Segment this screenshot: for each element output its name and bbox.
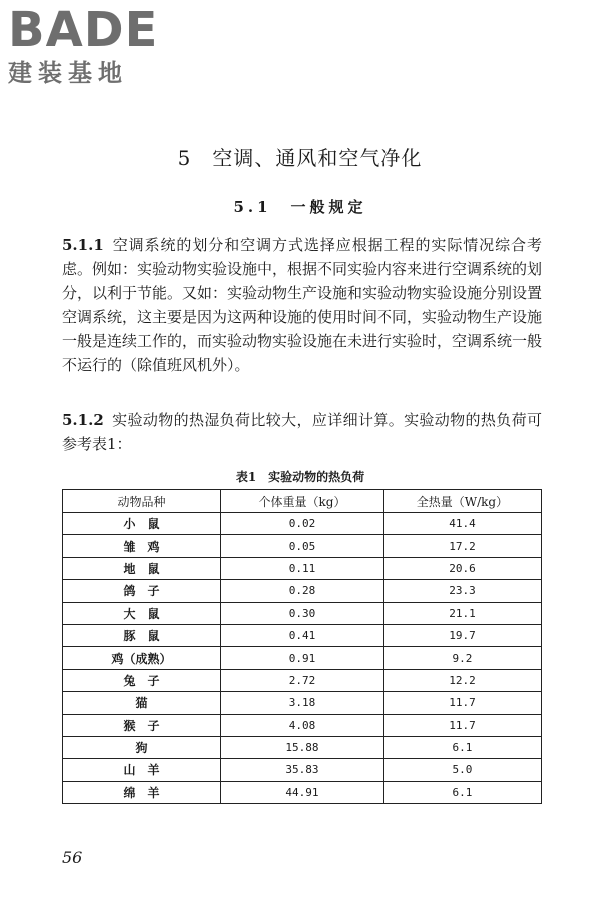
species-cell: 猫 <box>63 692 221 714</box>
clause-text: 实验动物的热湿负荷比较大，应详细计算。实验动物的热负荷可参考表1： <box>62 411 542 453</box>
weight-cell: 0.11 <box>221 557 384 579</box>
weight-cell: 0.41 <box>221 624 384 646</box>
page-number: 56 <box>62 848 83 867</box>
heat-cell: 21.1 <box>383 602 541 624</box>
weight-cell: 3.18 <box>221 692 384 714</box>
heat-cell: 20.6 <box>383 557 541 579</box>
heat-cell: 9.2 <box>383 647 541 669</box>
header-heat: 全热量（W/kg） <box>383 490 541 513</box>
species-cell: 兔 子 <box>63 669 221 691</box>
weight-cell: 0.05 <box>221 535 384 557</box>
table-row <box>63 714 542 736</box>
header-weight: 个体重量（kg） <box>221 490 384 513</box>
species-cell: 小 鼠 <box>63 513 221 535</box>
clause-5-1-1 <box>62 233 542 377</box>
species-cell: 鸽 子 <box>63 580 221 602</box>
table-row <box>63 624 542 646</box>
clause-text: 空调系统的划分和空调方式选择应根据工程的实际情况综合考虑。例如：实验动物实验设施中，根据不同实验内容来进行空调系统的划分，以利于节能。又如：实验动物生产设施和实验动物实验设施分别设置空调系统，这主要是因为这两种设施的使用时间不同，实验动物生产设施一般是连续工作的，而实验动物实验设施在未进行实验时，空调系统一般不运行的（除值班风机外）。 <box>62 236 543 374</box>
species-cell: 豚 鼠 <box>63 624 221 646</box>
species-cell: 雏 鸡 <box>63 535 221 557</box>
table-row <box>63 557 542 579</box>
heat-cell: 11.7 <box>383 714 541 736</box>
table-caption: 表1 实验动物的热负荷 <box>235 470 365 484</box>
heat-cell: 12.2 <box>383 669 541 691</box>
table-row <box>63 647 542 669</box>
species-cell: 猴 子 <box>63 714 221 736</box>
table-row <box>63 535 542 557</box>
table-body <box>63 513 542 804</box>
clause-number: 5.1.2 <box>62 411 104 429</box>
heat-cell: 17.2 <box>383 535 541 557</box>
species-cell: 狗 <box>63 736 221 758</box>
heat-cell: 41.4 <box>383 513 541 535</box>
heat-cell: 23.3 <box>383 580 541 602</box>
table-row <box>63 602 542 624</box>
heat-cell: 11.7 <box>383 692 541 714</box>
logo-subtitle: 建装基地 <box>8 59 128 87</box>
weight-cell: 0.30 <box>221 602 384 624</box>
table-row <box>63 580 542 602</box>
weight-cell: 2.72 <box>221 669 384 691</box>
heat-load-table <box>62 489 542 804</box>
species-cell: 绵 羊 <box>63 781 221 803</box>
brand-logo <box>8 4 178 88</box>
table-row <box>63 692 542 714</box>
heat-cell: 19.7 <box>383 624 541 646</box>
table-row <box>63 781 542 803</box>
table-row <box>63 759 542 781</box>
species-cell: 大 鼠 <box>63 602 221 624</box>
header-species: 动物品种 <box>63 490 221 513</box>
clause-number: 5.1.1 <box>62 236 104 254</box>
clause-5-1-2 <box>62 408 542 456</box>
species-cell: 山 羊 <box>63 759 221 781</box>
chapter-title: 5 空调、通风和空气净化 <box>177 146 423 170</box>
logo-brand-text: BADE <box>8 2 159 58</box>
weight-cell: 0.28 <box>221 580 384 602</box>
heat-cell: 6.1 <box>383 736 541 758</box>
table-row <box>63 736 542 758</box>
weight-cell: 35.83 <box>221 759 384 781</box>
weight-cell: 0.91 <box>221 647 384 669</box>
heat-cell: 5.0 <box>383 759 541 781</box>
heat-cell: 6.1 <box>383 781 541 803</box>
section-title: 5.1 一般规定 <box>233 198 367 216</box>
weight-cell: 0.02 <box>221 513 384 535</box>
weight-cell: 44.91 <box>221 781 384 803</box>
weight-cell: 15.88 <box>221 736 384 758</box>
species-cell: 鸡（成熟） <box>63 647 221 669</box>
weight-cell: 4.08 <box>221 714 384 736</box>
table-row <box>63 513 542 535</box>
species-cell: 地 鼠 <box>63 557 221 579</box>
table-row <box>63 669 542 691</box>
table-header-row <box>63 490 542 513</box>
